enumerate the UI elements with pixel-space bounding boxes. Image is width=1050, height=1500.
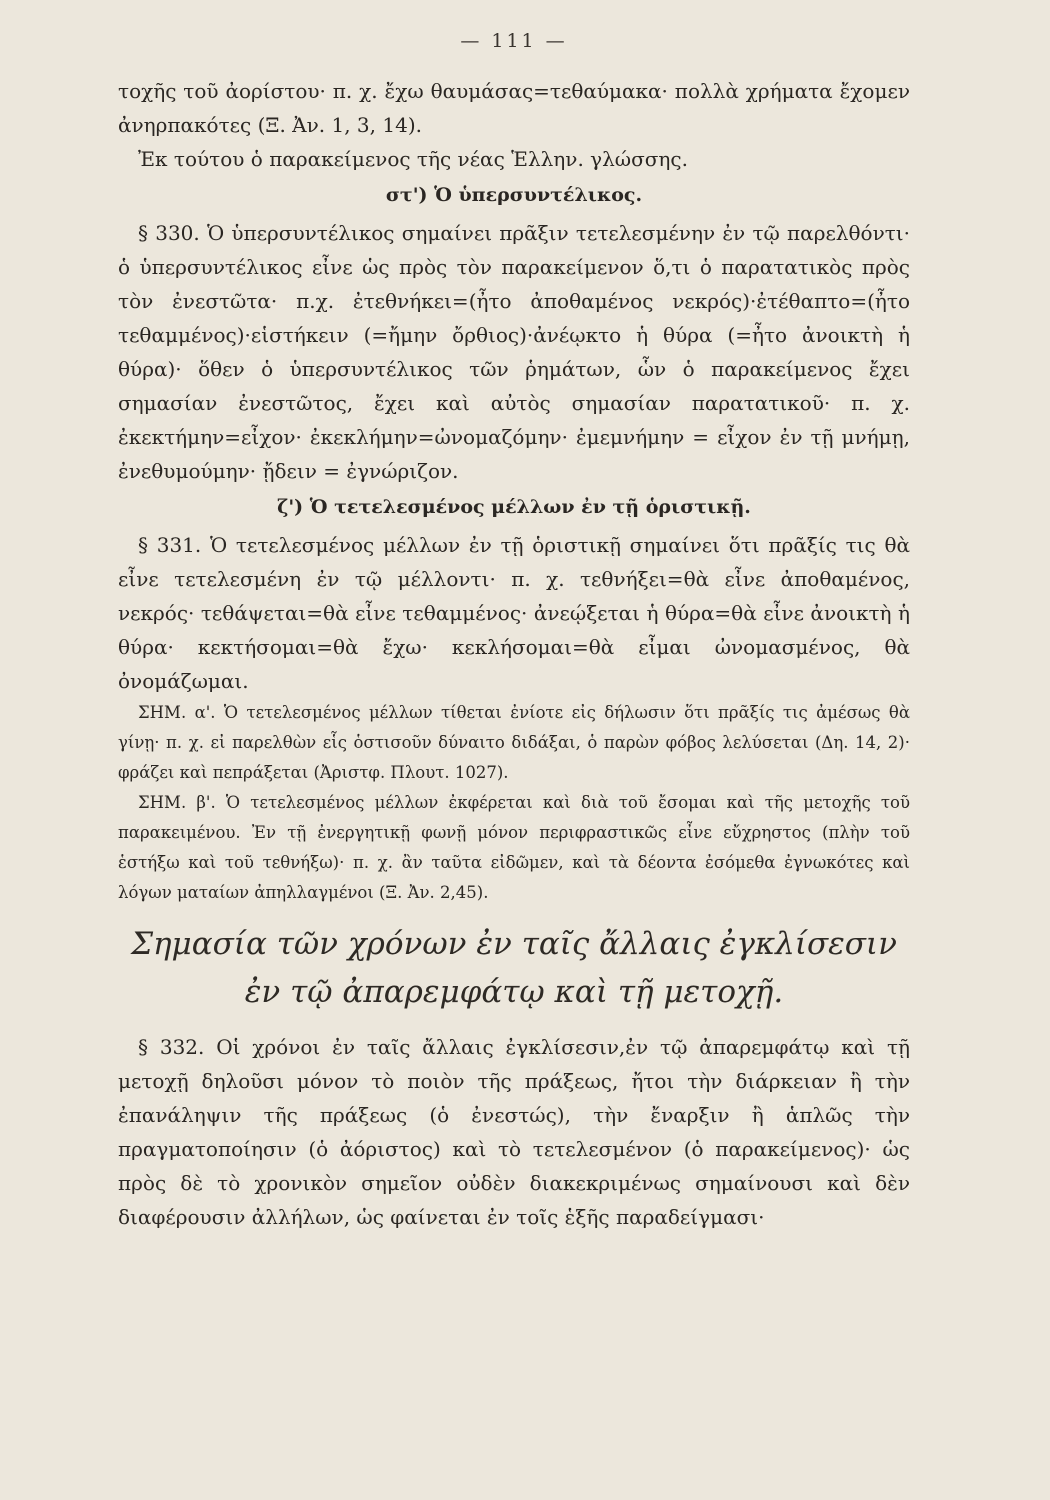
paragraph-331: § 331. Ὁ τετελεσμένος μέλλων ἐν τῇ ὁριστικῇ σημαίνει ὅτι πρᾶξίς τις θὰ εἶνε τετελεσμένη ἐν τῷ μέλλοντι· π. χ. τεθνήξει=θὰ εἶνε ἀποθαμένος, νεκρός· τεθάψεται=θὰ εἶνε τεθαμμένος· ἀνεῴξεται ἡ θύρα=θὰ εἶνε ἀνοικτὴ ἡ θύρα· κεκτήσομαι=θὰ ἔχω· κεκλήσομαι=θὰ εἶμαι ὠνομασμένος, θὰ ὀνομάζωμαι.: [118, 533, 910, 693]
heading-pluperfect: στ') Ὁ ὑπερσυντέλικος.: [385, 184, 643, 206]
note-a: ΣΗΜ. α'. Ὁ τετελεσμένος μέλλων τίθεται ἐνίοτε εἰς δήλωσιν ὅτι πρᾶξίς τις ἀμέσως θὰ γίνῃ· π. χ. εἰ παρελθὼν εἷς ὁστισοῦν δύναιτο διδάξαι, ὁ παρὼν φόβος λελύσεται (Δη. 14, 2)· φράζει καὶ πεπράξεται (Ἀριστφ. Πλουτ. 1027).: [118, 703, 910, 782]
section-title-line-1: Σημασία τῶν χρόνων ἐν ταῖς ἄλλαις ἐγκλίσεσιν: [131, 926, 897, 962]
paragraph-330: § 330. Ὁ ὑπερσυντέλικος σημαίνει πρᾶξιν τετελεσμένην ἐν τῷ παρελθόντι· ὁ ὑπερσυντέλικος εἶνε ὡς πρὸς τὸν παρακείμενον ὅ,τι ὁ παρατατικὸς πρὸς τὸν ἐνεστῶτα· π.χ. ἐτεθνήκει=(ἦτο ἀποθαμένος νεκρός)·ἐτέθαπτο=(ἦτο τεθαμμένος)·εἱστήκειν (=ἤμην ὄρθιος)·ἀνέῳκτο ἡ θύρα (=ἦτο ἀνοικτὴ ἡ θύρα)· ὅθεν ὁ ὑπερσυντέλικος τῶν ῥημάτων, ὧν ὁ παρακείμενος ἔχει σημασίαν ἐνεστῶτος, ἔχει καὶ αὐτὸς σημασίαν παρατατικοῦ· π. χ. ἐκεκτήμην=εἶχον· ἐκεκλήμην=ὠνομαζόμην· ἐμεμνήμην = εἶχον ἐν τῇ μνήμῃ, ἐνεθυμούμην· ᾔδειν = ἐγνώριζον.: [118, 221, 910, 483]
paragraph-332: § 332. Οἱ χρόνοι ἐν ταῖς ἄλλαις ἐγκλίσεσιν,ἐν τῷ ἀπαρεμφάτῳ καὶ τῇ μετοχῇ δηλοῦσι μόνον τὸ ποιὸν τῆς πράξεως, ἤτοι τὴν διάρκειαν ἢ τὴν ἐπανάληψιν τῆς πράξεως (ὁ ἐνεστώς), τὴν ἔναρξιν ἢ ἁπλῶς τὴν πραγματοποίησιν (ὁ ἀόριστος) καὶ τὸ τετελεσμένον (ὁ παρακείμενος)· ὡς πρὸς δὲ τὸ χρονικὸν σημεῖον οὐδὲν διακεκριμένως σημαίνουσι καὶ δὲν διαφέρουσιν ἀλλήλων, ὡς φαίνεται ἐν τοῖς ἑξῆς παραδείγμασι·: [118, 1035, 910, 1229]
page-number: — 111 —: [460, 30, 568, 52]
heading-future-perfect: ζ') Ὁ τετελεσμένος μέλλων ἐν τῇ ὁριστικῇ.: [277, 496, 751, 518]
note-b: ΣΗΜ. β'. Ὁ τετελεσμένος μέλλων ἐκφέρεται καὶ διὰ τοῦ ἔσομαι καὶ τῆς μετοχῆς τοῦ παρακειμένου. Ἐν τῇ ἐνεργητικῇ φωνῇ μόνον περιφραστικῶς εἶνε εὔχρηστος (πλὴν τοῦ ἑστήξω καὶ τοῦ τεθνήξω)· π. χ. ἂν ταῦτα εἰδῶμεν, καὶ τὰ δέοντα ἐσόμεθα ἐγνωκότες καὶ λόγων ματαίων ἀπηλλαγμένοι (Ξ. Ἀν. 2,45).: [118, 793, 910, 902]
intro-line: Ἐκ τούτου ὁ παρακείμενος τῆς νέας Ἑλλην. γλώσσης.: [138, 147, 688, 171]
section-title: [118, 920, 910, 1016]
section-title-line-2: ἐν τῷ ἀπαρεμφάτῳ καὶ τῇ μετοχῇ.: [244, 974, 784, 1010]
intro-continuation: τοχῆς τοῦ ἀορίστου· π. χ. ἔχω θαυμάσας=τεθαύμακα· πολλὰ χρήματα ἔχομεν ἀνηρπακότες (Ξ. Ἀν. 1, 3, 14).: [118, 79, 910, 137]
